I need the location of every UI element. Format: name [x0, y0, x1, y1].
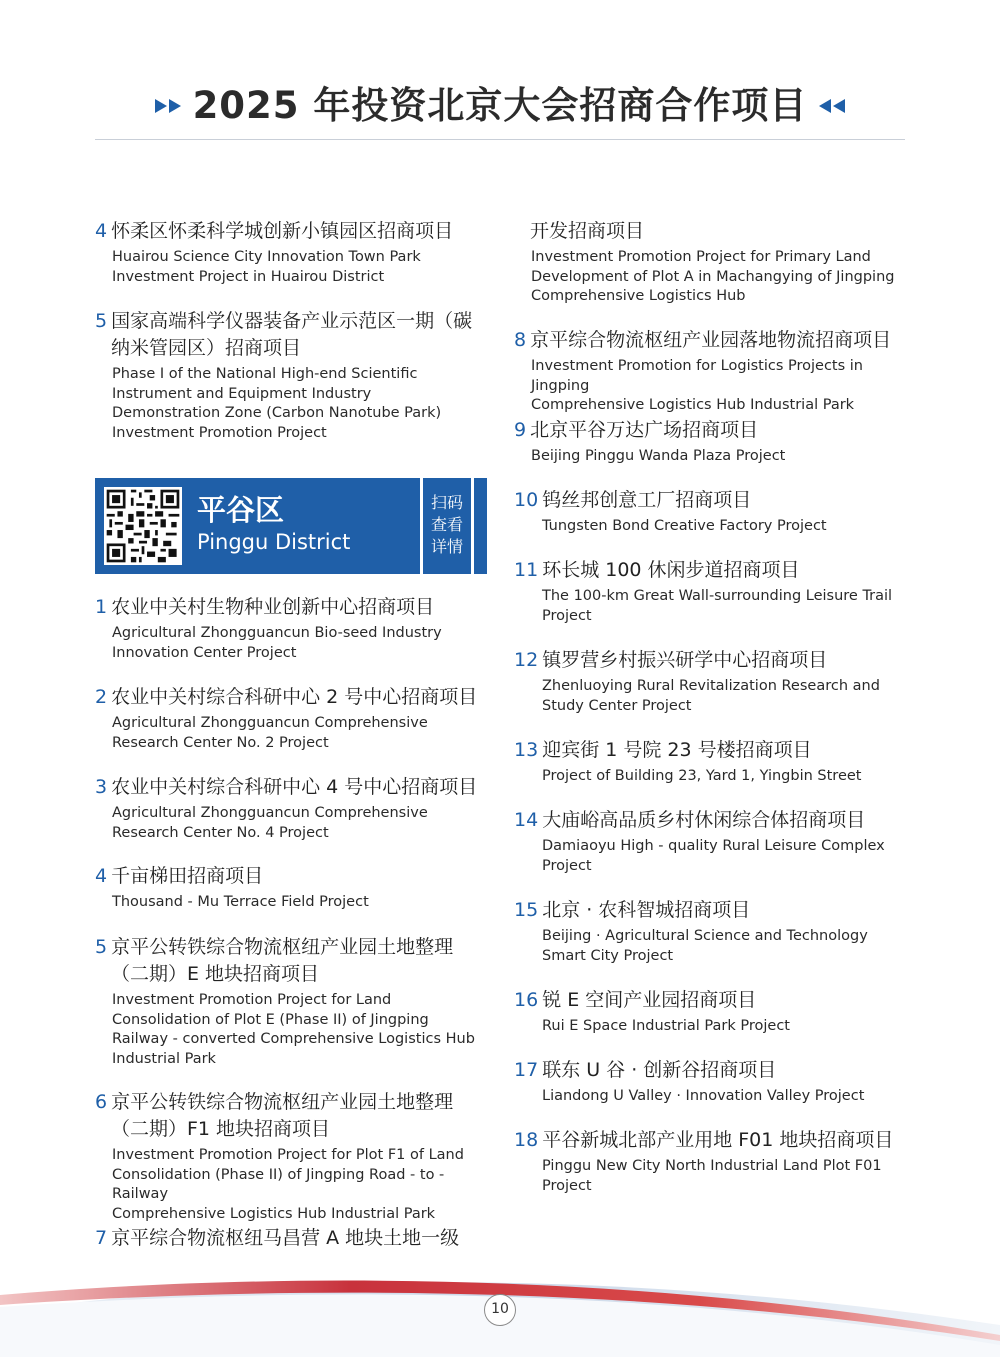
item-title-en: Damiaoyu High - quality Rural Leisure Complex Project: [542, 838, 885, 874]
item-title-en: Agricultural Zhongguancun Comprehensive Research Center No. 2 Project: [112, 715, 428, 751]
project-item: [514, 487, 906, 537]
item-number: 18: [514, 1129, 539, 1151]
page-header: [95, 80, 905, 140]
item-title-cn: 京平综合物流枢纽马昌营 A 地块土地一级: [111, 1227, 460, 1249]
item-title-cn: 北京平谷万达广场招商项目: [530, 419, 759, 441]
item-number: 4: [95, 865, 108, 887]
page-title: 2025 年投资北京大会招商合作项目: [192, 84, 808, 127]
item-title-en: Zhenluoying Rural Revitalization Research and Study Center Project: [542, 678, 880, 714]
double-arrow-right-icon: [153, 96, 187, 116]
double-arrow-left-icon: [813, 96, 847, 116]
item-title-en: Pinggu New City North Industrial Land Plot F01 Project: [542, 1158, 882, 1194]
item-title-cn: 大庙峪高品质乡村休闲综合体招商项目: [542, 809, 866, 831]
item-title-cn: 北京 · 农科智城招商项目: [542, 899, 751, 921]
item-title-cn: 农业中关村生物种业创新中心招商项目: [111, 596, 435, 618]
item-title-en: Huairou Science City Innovation Town Park Investment Project in Huairou District: [112, 249, 421, 285]
item-title-en: Investment Promotion for Logistics Projects in Jingping Comprehensive Logistics Hub Industrial Park: [531, 358, 863, 413]
project-item: [95, 594, 487, 663]
project-item: [514, 987, 906, 1037]
project-item: [95, 1089, 487, 1224]
item-title-en: Rui E Space Industrial Park Project: [542, 1018, 790, 1034]
item-title-en: Liandong U Valley · Innovation Valley Project: [542, 1088, 865, 1104]
item-title-cn: 联东 U 谷 · 创新谷招商项目: [542, 1059, 777, 1081]
item-number: 10: [514, 489, 539, 511]
project-item: [514, 897, 906, 966]
item-title-cn: 平谷新城北部产业用地 F01 地块招商项目: [542, 1129, 894, 1151]
item-title-en: Tungsten Bond Creative Factory Project: [542, 518, 827, 534]
project-item: [95, 1225, 487, 1252]
item-number: 11: [514, 559, 539, 581]
item-number: 7: [95, 1227, 108, 1249]
item-title-cn-cont: 纳米管园区）招商项目: [111, 337, 302, 359]
item-title-cn: 农业中关村综合科研中心 2 号中心招商项目: [111, 686, 478, 708]
qr-code-icon: [104, 487, 182, 565]
item-title-en: Investment Promotion Project for Plot F1 of Land Consolidation (Phase II) of Jingping Road - to - Railway Comprehensive Logistics Hub Industrial Park: [112, 1147, 464, 1222]
item-title-cn: 千亩梯田招商项目: [111, 865, 264, 887]
item-title-cn: 环长城 100 休闲步道招商项目: [542, 559, 800, 581]
project-item-continued: [514, 218, 906, 307]
qr-code[interactable]: [104, 487, 182, 565]
project-item: [95, 308, 487, 443]
district-name-en: Pinggu District: [197, 530, 351, 554]
item-title-cn: 京平综合物流枢纽产业园落地物流招商项目: [530, 329, 892, 351]
item-title-cn: 怀柔区怀柔科学城创新小镇园区招商项目: [111, 220, 454, 242]
project-item: [514, 417, 906, 467]
item-number: 1: [95, 596, 108, 618]
item-title-en: Project of Building 23, Yard 1, Yingbin Street: [542, 768, 862, 784]
item-title-cn: 钨丝邦创意工厂招商项目: [542, 489, 752, 511]
item-number: 5: [95, 936, 108, 958]
item-title-en: Thousand - Mu Terrace Field Project: [112, 894, 369, 910]
item-title-en: Agricultural Zhongguancun Bio-seed Industry Innovation Center Project: [112, 625, 442, 661]
item-number: 14: [514, 809, 539, 831]
page-number: 10: [484, 1294, 516, 1326]
project-item: [95, 218, 487, 287]
item-number: 9: [514, 419, 527, 441]
project-item: [514, 737, 906, 787]
item-title-cn-cont: （二期）E 地块招商项目: [111, 963, 320, 985]
item-number: 15: [514, 899, 539, 921]
item-title-cn: 迎宾街 1 号院 23 号楼招商项目: [542, 739, 812, 761]
item-title-en: Investment Promotion Project for Land Consolidation of Plot E (Phase II) of Jingping Railway - converted Comprehensive Logistics Hub Industrial Park: [112, 992, 475, 1067]
banner-divider: [471, 478, 474, 574]
project-item: [95, 863, 487, 913]
item-number: 5: [95, 310, 108, 332]
header-divider: [95, 139, 905, 140]
project-item: [95, 684, 487, 753]
project-item: [95, 774, 487, 843]
item-number: 2: [95, 686, 108, 708]
project-item: [514, 1127, 906, 1196]
item-title-en: Agricultural Zhongguancun Comprehensive Research Center No. 4 Project: [112, 805, 428, 841]
item-title-en: Beijing · Agricultural Science and Technology Smart City Project: [542, 928, 868, 964]
item-number: 6: [95, 1091, 108, 1113]
project-item: [95, 934, 487, 1069]
item-title-cn: 镇罗营乡村振兴研学中心招商项目: [542, 649, 828, 671]
item-title-en: Phase I of the National High-end Scientific Instrument and Equipment Industry Demonstration Zone (Carbon Nanotube Park) Investment Promotion Project: [112, 366, 442, 441]
item-number: 8: [514, 329, 527, 351]
item-number: 17: [514, 1059, 539, 1081]
scan-prompt: 扫码 查看 详情: [430, 493, 463, 556]
item-number: 4: [95, 220, 108, 242]
project-item: [514, 647, 906, 716]
project-item: [514, 807, 906, 876]
item-title-cn: 京平公转铁综合物流枢纽产业园土地整理: [111, 936, 454, 958]
item-title-cn: 农业中关村综合科研中心 4 号中心招商项目: [111, 776, 478, 798]
item-title-en: The 100-km Great Wall-surrounding Leisure Trail Project: [542, 588, 893, 624]
item-title-cn-cont: （二期）F1 地块招商项目: [111, 1118, 331, 1140]
project-item: [514, 327, 906, 416]
item-number: 16: [514, 989, 539, 1011]
project-item: [514, 1057, 906, 1107]
item-number: 3: [95, 776, 108, 798]
item-title-cn: 锐 E 空间产业园招商项目: [542, 989, 757, 1011]
item-title-en: Beijing Pinggu Wanda Plaza Project: [531, 448, 786, 464]
district-banner: [95, 478, 487, 574]
banner-divider: [420, 478, 423, 574]
item-title-en: Investment Promotion Project for Primary Land Development of Plot A in Machangying of Jingping Comprehensive Logistics Hub: [531, 249, 895, 304]
district-name-cn: 平谷区: [197, 493, 285, 527]
item-title-cn: 国家高端科学仪器装备产业示范区一期（碳: [111, 310, 473, 332]
item-title-cn-cont: 开发招商项目: [530, 220, 645, 242]
item-number: 12: [514, 649, 539, 671]
item-title-cn: 京平公转铁综合物流枢纽产业园土地整理: [111, 1091, 454, 1113]
item-number: 13: [514, 739, 539, 761]
project-item: [514, 557, 906, 626]
